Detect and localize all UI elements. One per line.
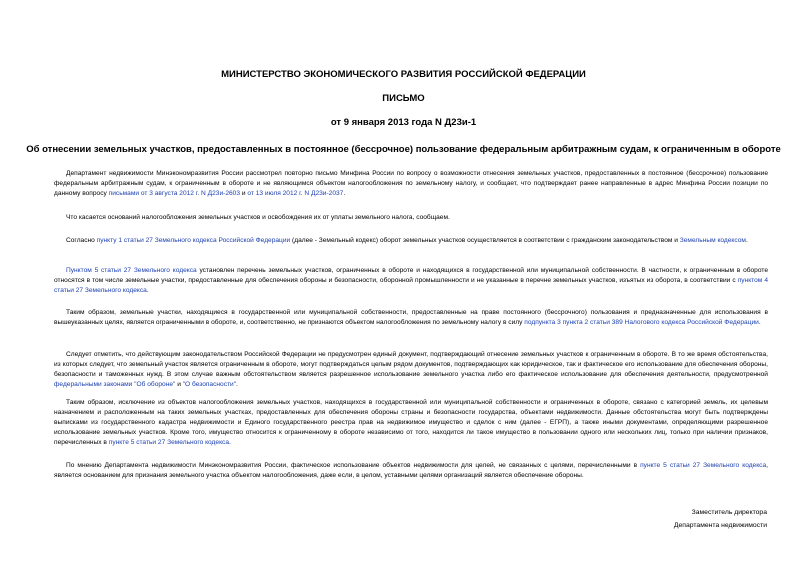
link-land-code-art27-p1[interactable]: пункту 1 статьи 27 Земельного кодекса Российской Федерации xyxy=(96,237,291,244)
text: . xyxy=(745,237,748,244)
link-law-security[interactable]: "О безопасности" xyxy=(182,381,237,388)
signature-position: Заместитель директора xyxy=(691,509,767,516)
document-date: от 9 января 2013 года N Д23и-1 xyxy=(330,117,477,128)
text: (далее - Земельный кодекс) оборот земельных участков осуществляется в соответствии с гражданским законодательством и xyxy=(290,237,680,244)
paragraph-8 xyxy=(54,461,768,481)
text: и xyxy=(240,190,248,197)
link-tax-code-art389[interactable]: подпункта 3 пункта 2 статьи 389 Налогового кодекса Российской Федерации xyxy=(524,319,759,326)
text: . xyxy=(343,190,346,197)
link-land-code-art27-p5[interactable]: Пунктом 5 статьи 27 Земельного кодекса xyxy=(66,267,197,274)
link-letter-august-2012[interactable]: письмами от 3 августа 2012 г. N Д23и-2603 xyxy=(108,190,240,197)
text: Согласно xyxy=(66,237,97,244)
paragraph-1 xyxy=(54,169,768,199)
text: установлен перечень земельных участков, ограниченных в обороте и находящихся в государственной или муниципальной собственности. В частности, к ограниченным в обороте относятся в том числе земельные участки, предоставленные для обеспечения обороны и безопасности, оборонной промышленности и не указанные в перечне земельных участков, изъятых из оборота, в соответствии с xyxy=(54,267,768,284)
link-land-code[interactable]: Земельным кодексом xyxy=(679,237,746,244)
text: Департамент недвижимости Минэкономразвития России рассмотрел повторно письмо Минфина России по вопросу о возможности отнесения земельных участков, предоставленных в постоянное (бессрочное) пользование федеральным арбитражным судам, к ограниченным в обороте и не являющимся объектом налогообложения по земельному налогу, и сообщает, что подтверждает ранее направленные в адрес Минфина России позиции по данному вопросу xyxy=(54,170,768,197)
text: Следует отметить, что действующим законодательством Российской Федерации не предусмотрен единый документ, подтверждающий отнесение земельных участков к ограниченным в обороте. В то же время обстоятельства, из которых следует, что земельный участок является ограниченным в обороте, могут подтверждаться целым рядом документов, подтверждающих как юридическое, так и фактическое его использование для обеспечения обороны, безопасности и таможенных нужд. В этом случае важным обстоятельством является разрешенное использование земельного участка либо его фактическое использование для обеспечения деятельности, предусмотренной xyxy=(54,351,768,378)
link-letter-july-2012[interactable]: от 13 июля 2012 г. N Д23и-2037 xyxy=(247,190,344,197)
document-subject: Об отнесении земельных участков, предоставленных в постоянное (бессрочное) пользование федеральным арбитражным судам, к ограниченным в обороте xyxy=(26,144,781,155)
paragraph-7 xyxy=(54,398,768,448)
text: Таким образом, исключение из объектов налогообложения земельных участков, находящихся в государственной или муниципальной собственности и ограниченных в обороте, связано с категорией земель, их целевым назначением и расположенным на таких земельных участках, предоставленных для обеспечения обороны страны и безопасности государства, объектами недвижимости. Данные обстоятельства могут быть подтверждены выписками из государственного кадастра недвижимости и Единого государственного реестра прав на недвижимое имущество и сделок с ним (далее - ЕГРП), а также иными документами, определяющими разрешенное использование земельных участков. Кроме того, имущество относится к ограниченному в обороте независимо от того, находится ли такое имущество в пользовании одного или нескольких лиц, только при наличии признаков, перечисленных в xyxy=(54,399,768,446)
text: Что касается оснований налогообложения земельных участков и освобождения их от уплаты земельного налога, сообщаем. xyxy=(66,214,450,221)
paragraph-6 xyxy=(54,350,768,390)
text: . xyxy=(146,287,149,294)
text: , является основанием для признания земельного участка объектом налогообложения, даже если, в целом, уставными целями организаций является обеспечение обороны. xyxy=(54,462,768,479)
link-land-code-art27-p4[interactable]: пунктом 4 статьи 27 Земельного кодекса xyxy=(54,277,769,294)
text: Таким образом, земельные участки, находящиеся в государственной или муниципальной собственности, предоставленные на праве постоянного (бессрочного) пользования и предназначенные для использования в вышеуказанных целях, является ограниченными в обороте, и, соответственно, не признаются объектом налогообложения по земельному налогу в силу xyxy=(54,309,768,326)
link-land-code-art27-p5[interactable]: пункте 5 статьи 27 Земельного кодекса xyxy=(640,462,767,469)
text: . xyxy=(758,319,761,326)
paragraph-4 xyxy=(54,266,768,296)
text: . xyxy=(236,381,238,388)
text: . xyxy=(229,439,231,446)
link-law-defense[interactable]: федеральными законами "Об обороне" xyxy=(54,381,176,388)
text: По мнению Департамента недвижимости Минэкономразвития России, фактическое использование объектов недвижимости для целей, не связанных с целями, перечисленными в xyxy=(66,462,641,469)
paragraph-5 xyxy=(54,308,768,328)
link-land-code-art27-p5[interactable]: пункте 5 статьи 27 Земельного кодекса xyxy=(108,439,229,446)
text: и xyxy=(175,381,183,388)
document-type: ПИСЬМО xyxy=(382,93,425,104)
paragraph-3 xyxy=(54,236,768,246)
ministry-name: МИНИСТЕРСТВО ЭКОНОМИЧЕСКОГО РАЗВИТИЯ РОССИЙСКОЙ ФЕДЕРАЦИИ xyxy=(221,69,586,80)
paragraph-2 xyxy=(54,213,768,223)
signature-department: Департамента недвижимости xyxy=(673,522,767,529)
